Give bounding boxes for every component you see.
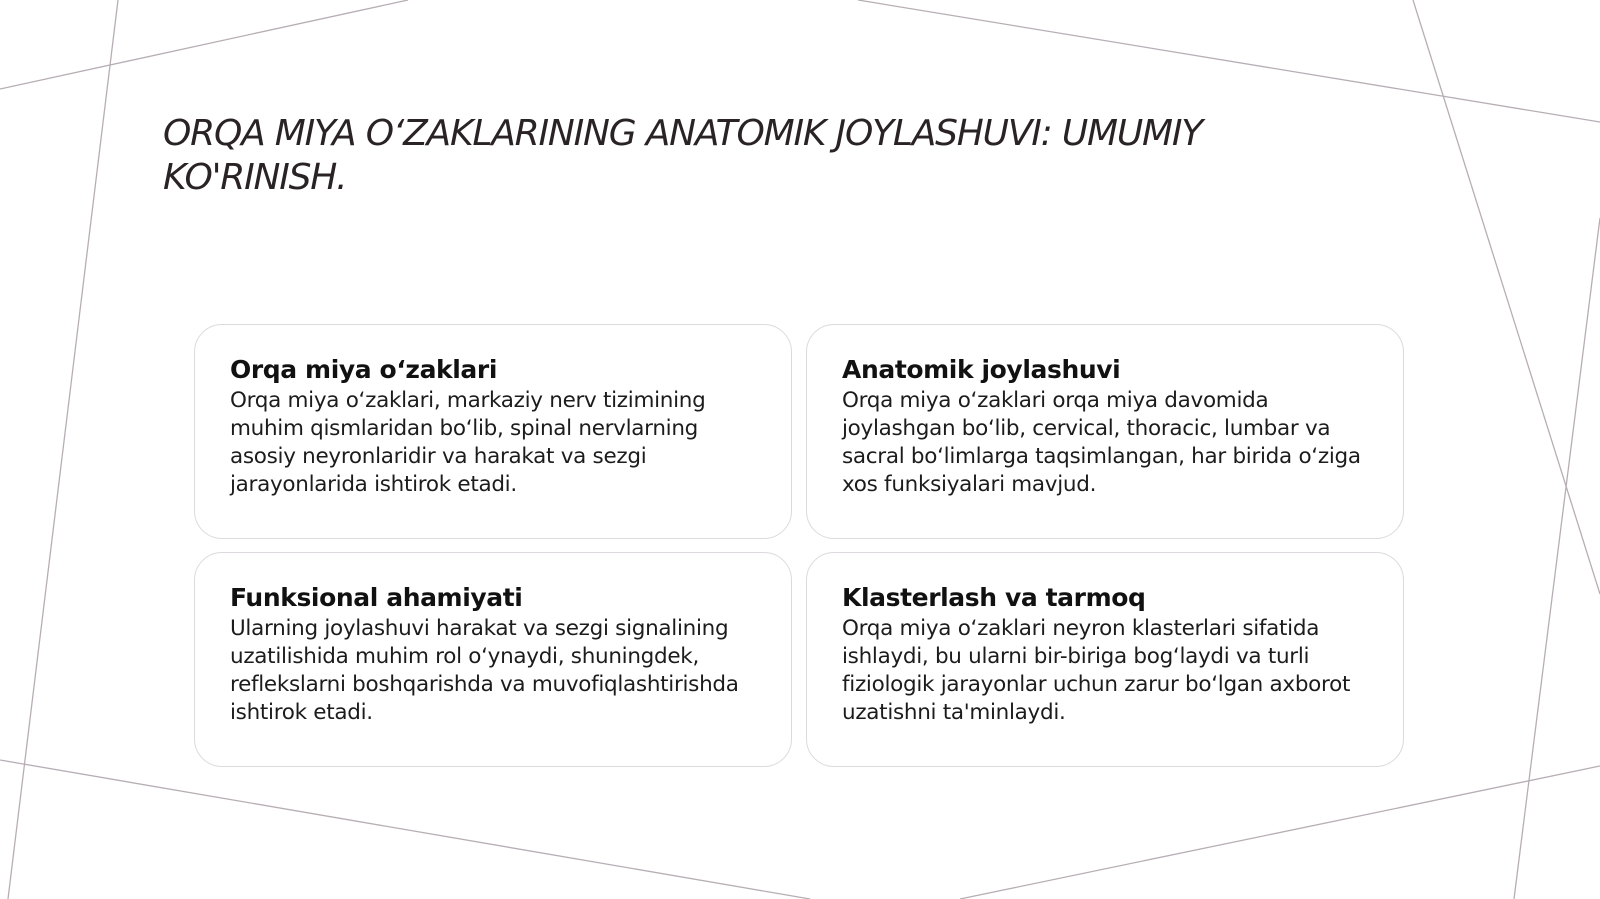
card-title: Anatomik joylashuvi	[842, 355, 1121, 384]
decor-line	[960, 766, 1600, 899]
card-anatomical-location	[806, 324, 1404, 539]
card-clustering-network	[806, 552, 1404, 767]
card-functional-importance	[194, 552, 792, 767]
card-title: Klasterlash va tarmoq	[842, 583, 1146, 612]
decor-line	[0, 760, 810, 899]
card-spinal-nuclei	[194, 324, 792, 539]
slide-title: ORQA MIYA O‘ZAKLARINING ANATOMIK JOYLASHUVI: UMUMIY KO'RINISH.	[163, 113, 1203, 198]
card-title: Funksional ahamiyati	[230, 583, 523, 612]
decor-line	[0, 0, 408, 89]
card-body: Ularning joylashuvi harakat va sezgi signalining uzatilishida muhim rol o‘ynaydi, shuningdek, reflekslarni boshqarishda va muvofiqlashtirishda ishtirok etadi.	[230, 616, 739, 725]
decor-line	[1514, 218, 1600, 899]
card-title: Orqa miya o‘zaklari	[230, 355, 497, 384]
card-body: Orqa miya o‘zaklari orqa miya davomida joylashgan bo‘lib, cervical, thoracic, lumbar va sacral bo‘limlarga taqsimlangan, har birida o‘ziga xos funksiyalari mavjud.	[842, 388, 1361, 497]
card-body: Orqa miya o‘zaklari, markaziy nerv tizimining muhim qismlaridan bo‘lib, spinal nervlarning asosiy neyronlaridir va harakat va sezgi jarayonlarida ishtirok etadi.	[230, 388, 706, 497]
decor-line	[1413, 0, 1600, 594]
decor-line	[858, 0, 1600, 122]
card-body: Orqa miya o‘zaklari neyron klasterlari sifatida ishlaydi, bu ularni bir-biriga bog‘laydi va turli fiziologik jarayonlar uchun zarur bo‘lgan axborot uzatishni ta'minlaydi.	[842, 616, 1351, 725]
